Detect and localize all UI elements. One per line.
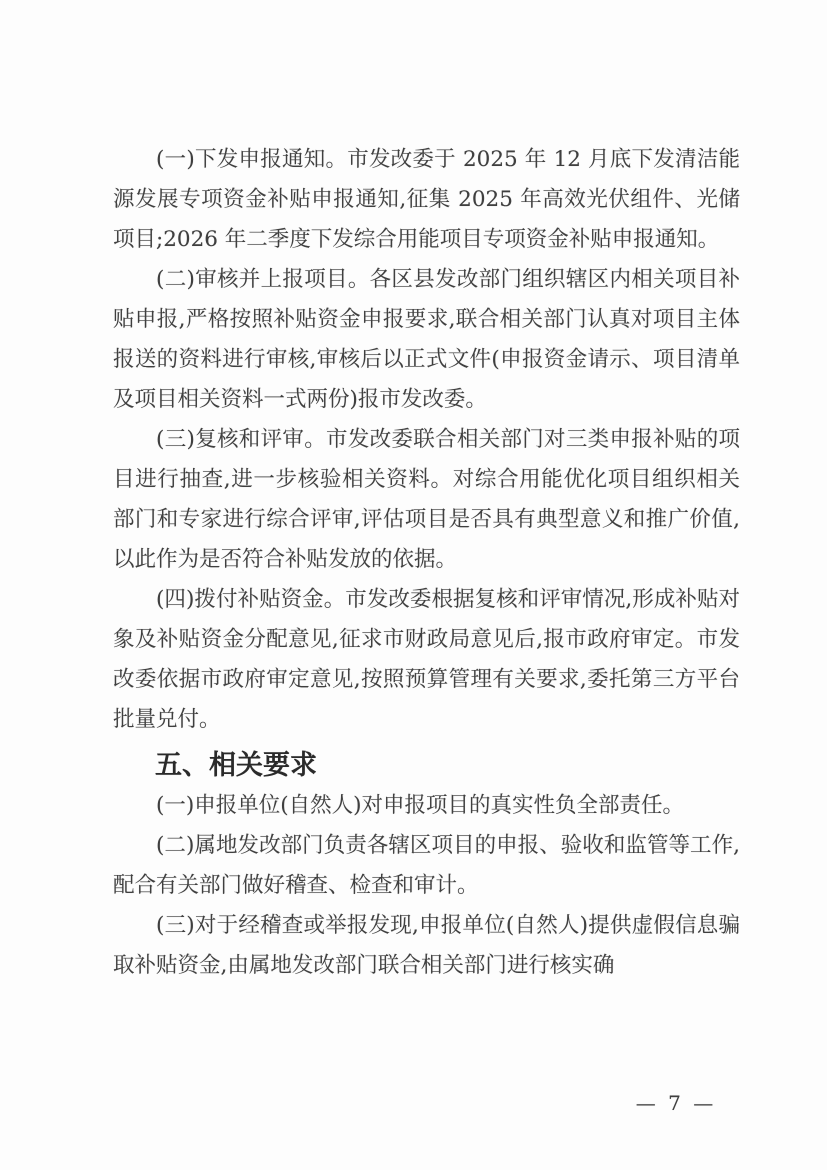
document-body [113,140,740,986]
procedure-item-3: (三)复核和评审。市发改委联合相关部门对三类申报补贴的项目进行抽查,进一步核验相关资料。对综合用能优化项目组织相关部门和专家进行综合评审,评估项目是否具有典型意义和推广价值,以此作为是否符合补贴发放的依据。 [113,427,740,572]
requirements-section-heading: 五、相关要求 [155,750,317,781]
requirement-item-3: (三)对于经稽查或举报发现,申报单位(自然人)提供虚假信息骗取补贴资金,由属地发改部门联合相关部门进行核实确 [113,913,740,978]
procedure-item-1: (一)下发申报通知。市发改委于 2025 年 12 月底下发清洁能源发展专项资金补贴申报通知,征集 2025 年高效光伏组件、光储项目;2026 年二季度下发综合用能项目专项资金补贴申报通知。 [113,147,740,252]
procedure-item-2: (二)审核并上报项目。各区县发改部门组织辖区内相关项目补贴申报,严格按照补贴资金申报要求,联合相关部门认真对项目主体报送的资料进行审核,审核后以正式文件(申报资金请示、项目清单及项目相关资料一式两份)报市发改委。 [113,267,740,412]
requirement-item-2: (二)属地发改部门负责各辖区项目的申报、验收和监管等工作,配合有关部门做好稽查、检查和审计。 [113,833,740,898]
procedure-item-4: (四)拨付补贴资金。市发改委根据复核和评审情况,形成补贴对象及补贴资金分配意见,征求市财政局意见后,报市政府审定。市发改委依据市政府审定意见,按照预算管理有关要求,委托第三方平台批量兑付。 [113,587,740,732]
page-number: — 7 — [635,1091,717,1115]
requirement-item-1: (一)申报单位(自然人)对申报项目的真实性负全部责任。 [156,793,685,818]
